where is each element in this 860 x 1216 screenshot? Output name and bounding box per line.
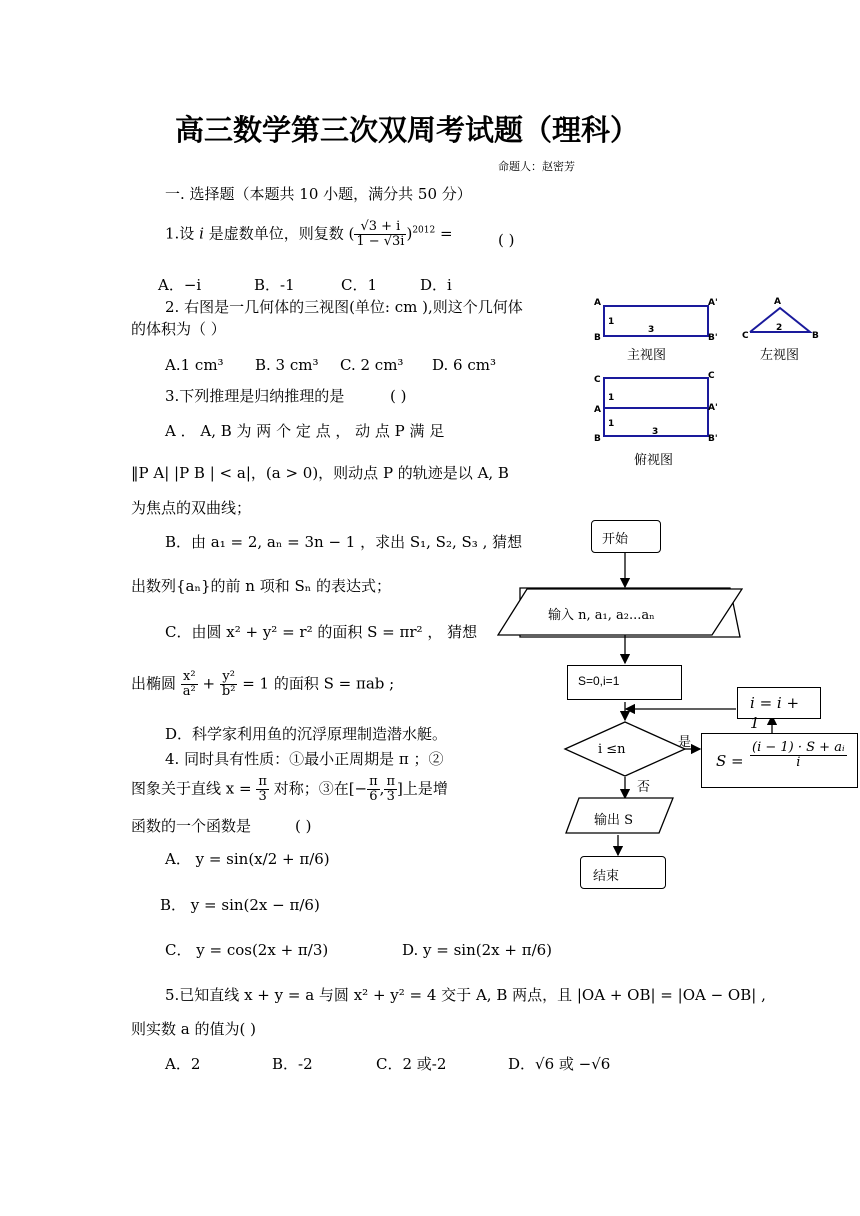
- q5-option-a: A．2: [165, 1055, 201, 1073]
- q2-option-a: A.1 cm³: [165, 356, 224, 374]
- q4-frac-den-2: 6: [369, 789, 378, 804]
- q3-x-frac: [181, 670, 198, 699]
- flow-condition-label: i ≤n: [598, 742, 626, 757]
- front-view-rect: [604, 306, 708, 336]
- q2-line-2: 的体积为（ ）: [131, 320, 226, 338]
- q3-x-num: x²: [181, 670, 198, 685]
- flow-update-fraction: [750, 741, 847, 770]
- q3-option-a-line-2: ‖P A| |P B | < a|，(a > 0)，则动点 P 的轨迹是以 A, B: [131, 464, 509, 482]
- side-label-b: B: [812, 331, 819, 341]
- q3-c2-prefix: 出椭圆: [131, 674, 177, 693]
- q4-l2-prefix: 图象关于直线 x =: [131, 779, 252, 798]
- side-label-c: C: [742, 331, 749, 341]
- q2-option-c: C. 2 cm³: [340, 356, 404, 374]
- q4-frac-den-3: 3: [386, 789, 395, 804]
- side-view-label: 左视图: [760, 348, 800, 363]
- q3-option-d: D．科学家利用鱼的沉浮原理制造潜水艇。: [165, 725, 448, 743]
- q1-prefix: 1.设: [165, 224, 195, 243]
- author-line: 命题人：赵密芳: [498, 160, 575, 173]
- top-label-a: A: [594, 405, 601, 415]
- q1-option-d: D．i: [420, 276, 452, 294]
- flow-update-numerator: (i − 1) · S + aᵢ: [752, 740, 845, 755]
- front-label-b: B: [594, 333, 601, 343]
- q3-option-b-line-2: 出数列{aₙ}的前 n 项和 Sₙ 的表达式；: [131, 577, 392, 595]
- q5-option-d: D．√6 或 −√6: [508, 1055, 611, 1073]
- q3-option-b-line-1: B．由 a₁ = 2, aₙ = 3n − 1 ，求出 S₁, S₂, S₃ , 猜想: [165, 533, 523, 551]
- flow-end-label: 结束: [593, 869, 620, 884]
- q3-c2-suffix: = 1 的面积 S = πab ;: [242, 674, 395, 693]
- flow-increment-box: [737, 687, 821, 732]
- q4-l2-mid: 对称；③在[−: [273, 779, 368, 798]
- q1-exponent: 2012: [412, 225, 436, 236]
- q3-option-c-line-2: 出椭圆 $\frac{\text{x²}}{\text{a²}}$ + $\frac{\text{y²}}{\text{b²}}$ = 1 的面积 S = πab ;: [131, 669, 395, 699]
- top-label-1a: 1: [608, 393, 615, 403]
- q1-denominator: 1 − √3i: [356, 234, 405, 249]
- q2-line-1: 2. 右图是一几何体的三视图(单位: cm ),则这个几何体: [165, 298, 523, 316]
- flow-start-box: [591, 520, 661, 553]
- flow-update-lhs: S =: [716, 752, 744, 770]
- q2-option-d: D. 6 cm³: [432, 356, 496, 374]
- q5-line-1: 5.已知直线 x + y = a 与圆 x² + y² = 4 交于 A, B 两点，且 |OA + OB| = |OA − OB| ,: [165, 986, 766, 1004]
- q1-var: i: [199, 224, 204, 243]
- q4-line-3: 函数的一个函数是: [131, 817, 252, 835]
- q5-option-c: C．2 或-2: [376, 1055, 447, 1073]
- q3-option-c-line-1: C．由圆 x² + y² = r² 的面积 S = πr² ， 猜想: [165, 623, 478, 641]
- top-label-3: 3: [652, 427, 659, 437]
- flow-output-label: 输出 S: [594, 813, 634, 828]
- q4-frac-den: 3: [258, 789, 267, 804]
- front-label-a: A: [594, 298, 601, 308]
- flow-increment-label: i = i + 1: [750, 694, 800, 732]
- q4-option-b: B． y = sin(2x − π/6): [160, 896, 320, 914]
- q3-answer-blank: ( ): [390, 387, 407, 405]
- q1-option-c: C．1: [341, 276, 378, 294]
- flow-start-label: 开始: [602, 532, 629, 547]
- q4-answer-blank: ( ): [295, 817, 312, 835]
- q1-option-b: B．-1: [254, 276, 295, 294]
- page-title: 高三数学第三次双周考试题（理科）: [175, 113, 640, 147]
- q4-line-2: 图象关于直线 x = $\frac{\pi}{3}$ 对称；③在[− $\frac{\pi}{6}$ , $\frac{\pi}{3}$ ]上是增: [131, 774, 448, 804]
- three-view-diagram: [590, 290, 830, 470]
- q4-l2-suffix: ]上是增: [396, 779, 448, 798]
- q2-option-b: B. 3 cm³: [255, 356, 319, 374]
- q3-stem: 3.下列推理是归纳推理的是: [165, 387, 345, 405]
- q3-option-a-line-1: A ． A, B 为 两 个 定 点 ， 动 点 P 满 足: [165, 422, 445, 440]
- top-label-c: C: [594, 375, 601, 385]
- flow-update-box: [701, 733, 858, 788]
- flow-init-box: [567, 665, 682, 700]
- side-label-a: A: [774, 297, 781, 307]
- front-label-b-prime: B': [708, 333, 718, 343]
- q3-option-a-line-3: 为焦点的双曲线；: [131, 499, 252, 517]
- front-label-3: 3: [648, 325, 655, 335]
- front-label-a-prime: A': [708, 298, 718, 308]
- q4-option-a: A． y = sin(x/2 + π/6): [165, 850, 330, 868]
- q3-y-frac: [220, 670, 238, 699]
- q1-mid: 是虚数单位，则复数: [208, 224, 344, 243]
- question-1-stem: 1.设 i 是虚数单位，则复数 ( $\frac{√3 + i}{1 - √3i}$ )$^{2012}$ =: [165, 219, 453, 249]
- q4-option-c: C． y = cos(2x + π/3): [165, 941, 329, 959]
- section-heading: 一. 选择题（本题共 10 小题，满分共 50 分）: [165, 185, 472, 203]
- flow-input-label: 输入 n, a₁, a₂...aₙ: [548, 608, 655, 623]
- top-label-c-right: C: [708, 371, 715, 381]
- flow-init-label: S=0,i=1: [578, 674, 620, 688]
- flow-end-box: [580, 856, 666, 889]
- side-label-2: 2: [776, 323, 783, 333]
- front-view-label: 主视图: [627, 348, 667, 363]
- q3-x-den: a²: [182, 684, 196, 699]
- q4-pi-over-6: [367, 775, 380, 804]
- top-label-b-prime: B': [708, 434, 718, 444]
- flow-update-denominator: i: [796, 755, 801, 770]
- q1-numerator: √3 + i: [354, 220, 406, 235]
- q4-frac-num: π: [258, 774, 267, 789]
- q1-fraction: [354, 220, 406, 249]
- top-view-label: 俯视图: [634, 453, 674, 468]
- flow-no-label: 否: [637, 780, 651, 795]
- q5-option-b: B．-2: [272, 1055, 313, 1073]
- top-label-b: B: [594, 434, 601, 444]
- q3-y-den: b²: [221, 684, 236, 699]
- flow-yes-label: 是: [678, 735, 692, 750]
- q1-answer-blank: ( ): [498, 231, 515, 249]
- q5-line-2: 则实数 a 的值为( ): [131, 1020, 256, 1038]
- q3-y-num: y²: [220, 670, 238, 685]
- q4-frac-num-2: π: [369, 774, 378, 789]
- q4-pi-over-3-b: [384, 775, 397, 804]
- top-label-1b: 1: [608, 419, 615, 429]
- q4-frac-num-3: π: [386, 774, 395, 789]
- q4-option-d: D. y = sin(2x + π/6): [402, 941, 553, 959]
- front-label-1: 1: [608, 317, 615, 327]
- q4-line-1: 4. 同时具有性质：①最小正周期是 π ；②: [165, 750, 444, 768]
- q4-pi-over-3: [256, 775, 269, 804]
- top-label-a-prime: A': [708, 403, 718, 413]
- q1-option-a: A．−i: [158, 276, 202, 294]
